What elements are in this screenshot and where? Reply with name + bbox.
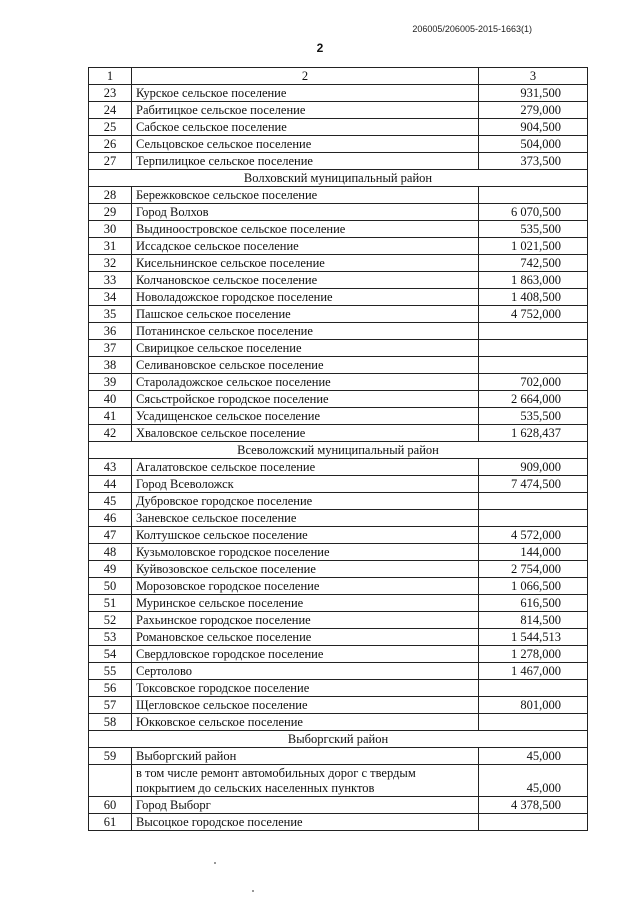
allocation-value: 909,000: [479, 459, 588, 476]
row-number: 30: [89, 221, 132, 238]
settlement-name: Сабское сельское поселение: [132, 119, 479, 136]
section-header-row: [89, 170, 588, 187]
table-row: [89, 238, 588, 255]
section-header-row: [89, 731, 588, 748]
allocation-value: 535,500: [479, 221, 588, 238]
allocation-value: 814,500: [479, 612, 588, 629]
settlement-name: Дубровское городское поселение: [132, 493, 479, 510]
table-row: [89, 374, 588, 391]
settlement-name: Город Всеволожск: [132, 476, 479, 493]
row-number: 41: [89, 408, 132, 425]
settlement-name: Потанинское сельское поселение: [132, 323, 479, 340]
allocation-value: 931,500: [479, 85, 588, 102]
settlement-name: Иссадское сельское поселение: [132, 238, 479, 255]
table-row: [89, 663, 588, 680]
settlement-name: Выборгский район: [132, 748, 479, 765]
table-row: [89, 714, 588, 731]
table-row: [89, 204, 588, 221]
allocation-value: [479, 510, 588, 527]
settlement-name: Кузьмоловское городское поселение: [132, 544, 479, 561]
allocation-value: 45,000: [479, 748, 588, 765]
table-row: [89, 578, 588, 595]
settlement-name: Сельцовское сельское поселение: [132, 136, 479, 153]
table-row: [89, 357, 588, 374]
table-row: [89, 680, 588, 697]
allocation-value: [479, 714, 588, 731]
settlement-name: Курское сельское поселение: [132, 85, 479, 102]
settlement-name: Романовское сельское поселение: [132, 629, 479, 646]
allocation-value: [479, 340, 588, 357]
table-row: [89, 561, 588, 578]
settlement-name: Юкковское сельское поселение: [132, 714, 479, 731]
allocation-value: 702,000: [479, 374, 588, 391]
allocation-value: 1 408,500: [479, 289, 588, 306]
allocation-value: 1 544,513: [479, 629, 588, 646]
table-row: [89, 459, 588, 476]
settlement-name: Бережковское сельское поселение: [132, 187, 479, 204]
settlement-name: Селивановское сельское поселение: [132, 357, 479, 374]
settlement-name: Свирицкое сельское поселение: [132, 340, 479, 357]
allocation-value: 1 467,000: [479, 663, 588, 680]
row-number: 60: [89, 797, 132, 814]
row-number: 49: [89, 561, 132, 578]
row-number: 53: [89, 629, 132, 646]
header-col-name: 2: [132, 68, 479, 85]
row-number: 36: [89, 323, 132, 340]
row-number: 29: [89, 204, 132, 221]
table-row: [89, 187, 588, 204]
table-row: [89, 814, 588, 831]
row-number: 52: [89, 612, 132, 629]
settlement-name: Муринское сельское поселение: [132, 595, 479, 612]
allocation-value: 1 278,000: [479, 646, 588, 663]
allocation-value: 1 628,437: [479, 425, 588, 442]
settlement-name: Колтушское сельское поселение: [132, 527, 479, 544]
row-number: 45: [89, 493, 132, 510]
settlement-name: Высоцкое городское поселение: [132, 814, 479, 831]
allocation-value: 4 572,000: [479, 527, 588, 544]
settlement-name: Токсовское городское поселение: [132, 680, 479, 697]
allocation-value: [479, 357, 588, 374]
row-number: 46: [89, 510, 132, 527]
allocation-value: 2 664,000: [479, 391, 588, 408]
header-col-number: 1: [89, 68, 132, 85]
allocation-value: 4 378,500: [479, 797, 588, 814]
row-number: 35: [89, 306, 132, 323]
settlement-name: Заневское сельское поселение: [132, 510, 479, 527]
settlement-name: Пашское сельское поселение: [132, 306, 479, 323]
table-row: [89, 527, 588, 544]
table-row: [89, 306, 588, 323]
table-row: [89, 289, 588, 306]
table-row: [89, 340, 588, 357]
table-row: [89, 255, 588, 272]
table-row: [89, 102, 588, 119]
allocation-value: 2 754,000: [479, 561, 588, 578]
section-title: Всеволожский муниципальный район: [89, 442, 588, 459]
allocation-value: [479, 323, 588, 340]
table-row: [89, 85, 588, 102]
table-row: [89, 595, 588, 612]
row-number: 34: [89, 289, 132, 306]
settlement-name: Новоладожское городское поселение: [132, 289, 479, 306]
allocation-value: 904,500: [479, 119, 588, 136]
table-row: [89, 646, 588, 663]
settlement-name: Рабитицкое сельское поселение: [132, 102, 479, 119]
settlement-name: Город Выборг: [132, 797, 479, 814]
row-number: 23: [89, 85, 132, 102]
scan-speck: [214, 862, 216, 864]
allocation-value: [479, 814, 588, 831]
row-number: 54: [89, 646, 132, 663]
settlement-name: Город Волхов: [132, 204, 479, 221]
row-number: 55: [89, 663, 132, 680]
allocation-value: 279,000: [479, 102, 588, 119]
row-number: 38: [89, 357, 132, 374]
table-row: [89, 765, 588, 797]
section-title: Выборгский район: [89, 731, 588, 748]
table-row: [89, 629, 588, 646]
row-number: 42: [89, 425, 132, 442]
row-number: 37: [89, 340, 132, 357]
table-row: [89, 323, 588, 340]
header-col-value: 3: [479, 68, 588, 85]
page-number: 2: [316, 41, 324, 55]
table-row: [89, 510, 588, 527]
table-row: [89, 748, 588, 765]
settlement-name: Сясьстройское городское поселение: [132, 391, 479, 408]
settlement-name: Агалатовское сельское поселение: [132, 459, 479, 476]
allocation-value: [479, 680, 588, 697]
settlement-name: Куйвозовское сельское поселение: [132, 561, 479, 578]
allocation-value: 1 021,500: [479, 238, 588, 255]
allocation-table: [88, 67, 588, 831]
row-number: 50: [89, 578, 132, 595]
table-row: [89, 221, 588, 238]
row-number: 61: [89, 814, 132, 831]
row-number: 28: [89, 187, 132, 204]
settlement-name: Свердловское городское поселение: [132, 646, 479, 663]
row-number: 48: [89, 544, 132, 561]
row-number: 24: [89, 102, 132, 119]
allocation-value: 144,000: [479, 544, 588, 561]
settlement-name: Хваловское сельское поселение: [132, 425, 479, 442]
table-row: [89, 425, 588, 442]
scan-speck: [252, 890, 254, 892]
row-number: 59: [89, 748, 132, 765]
table-row: [89, 272, 588, 289]
table-row: [89, 797, 588, 814]
table-row: [89, 612, 588, 629]
row-number: [89, 765, 132, 797]
table-row: [89, 493, 588, 510]
allocation-value: 1 863,000: [479, 272, 588, 289]
allocation-value: 616,500: [479, 595, 588, 612]
settlement-name: Сертолово: [132, 663, 479, 680]
settlement-name: Колчановское сельское поселение: [132, 272, 479, 289]
table-row: [89, 153, 588, 170]
row-number: 58: [89, 714, 132, 731]
allocation-value: 535,500: [479, 408, 588, 425]
row-number: 26: [89, 136, 132, 153]
document-id: 206005/206005-2015-1663(1): [412, 24, 532, 34]
allocation-value: 7 474,500: [479, 476, 588, 493]
row-number: 51: [89, 595, 132, 612]
table-header-row: [89, 68, 588, 85]
settlement-name: Щегловское сельское поселение: [132, 697, 479, 714]
row-number: 47: [89, 527, 132, 544]
settlement-name: Усадищенское сельское поселение: [132, 408, 479, 425]
table-row: [89, 408, 588, 425]
table-row: [89, 119, 588, 136]
row-number: 25: [89, 119, 132, 136]
row-number: 33: [89, 272, 132, 289]
row-number: 39: [89, 374, 132, 391]
settlement-name: Выдиноостровское сельское поселение: [132, 221, 479, 238]
table-row: [89, 476, 588, 493]
row-number: 31: [89, 238, 132, 255]
section-header-row: [89, 442, 588, 459]
allocation-value: 373,500: [479, 153, 588, 170]
table-row: [89, 391, 588, 408]
settlement-name: Староладожское сельское поселение: [132, 374, 479, 391]
table-row: [89, 544, 588, 561]
table-row: [89, 136, 588, 153]
row-number: 44: [89, 476, 132, 493]
row-number: 40: [89, 391, 132, 408]
row-number: 57: [89, 697, 132, 714]
settlement-name: Кисельнинское сельское поселение: [132, 255, 479, 272]
table-body: [89, 85, 588, 831]
allocation-value: 6 070,500: [479, 204, 588, 221]
table-row: [89, 697, 588, 714]
settlement-name: Морозовское городское поселение: [132, 578, 479, 595]
section-title: Волховский муниципальный район: [89, 170, 588, 187]
allocation-value: 45,000: [479, 765, 588, 797]
allocation-value: 742,500: [479, 255, 588, 272]
settlement-name: Терпилицкое сельское поселение: [132, 153, 479, 170]
allocation-value: [479, 187, 588, 204]
allocation-value: 4 752,000: [479, 306, 588, 323]
row-number: 32: [89, 255, 132, 272]
settlement-name: в том числе ремонт автомобильных дорог с твердым покрытием до сельских населенных пунктов: [132, 765, 479, 797]
allocation-value: 1 066,500: [479, 578, 588, 595]
row-number: 27: [89, 153, 132, 170]
allocation-value: [479, 493, 588, 510]
row-number: 43: [89, 459, 132, 476]
allocation-value: 801,000: [479, 697, 588, 714]
allocation-value: 504,000: [479, 136, 588, 153]
settlement-name: Рахьинское городское поселение: [132, 612, 479, 629]
row-number: 56: [89, 680, 132, 697]
